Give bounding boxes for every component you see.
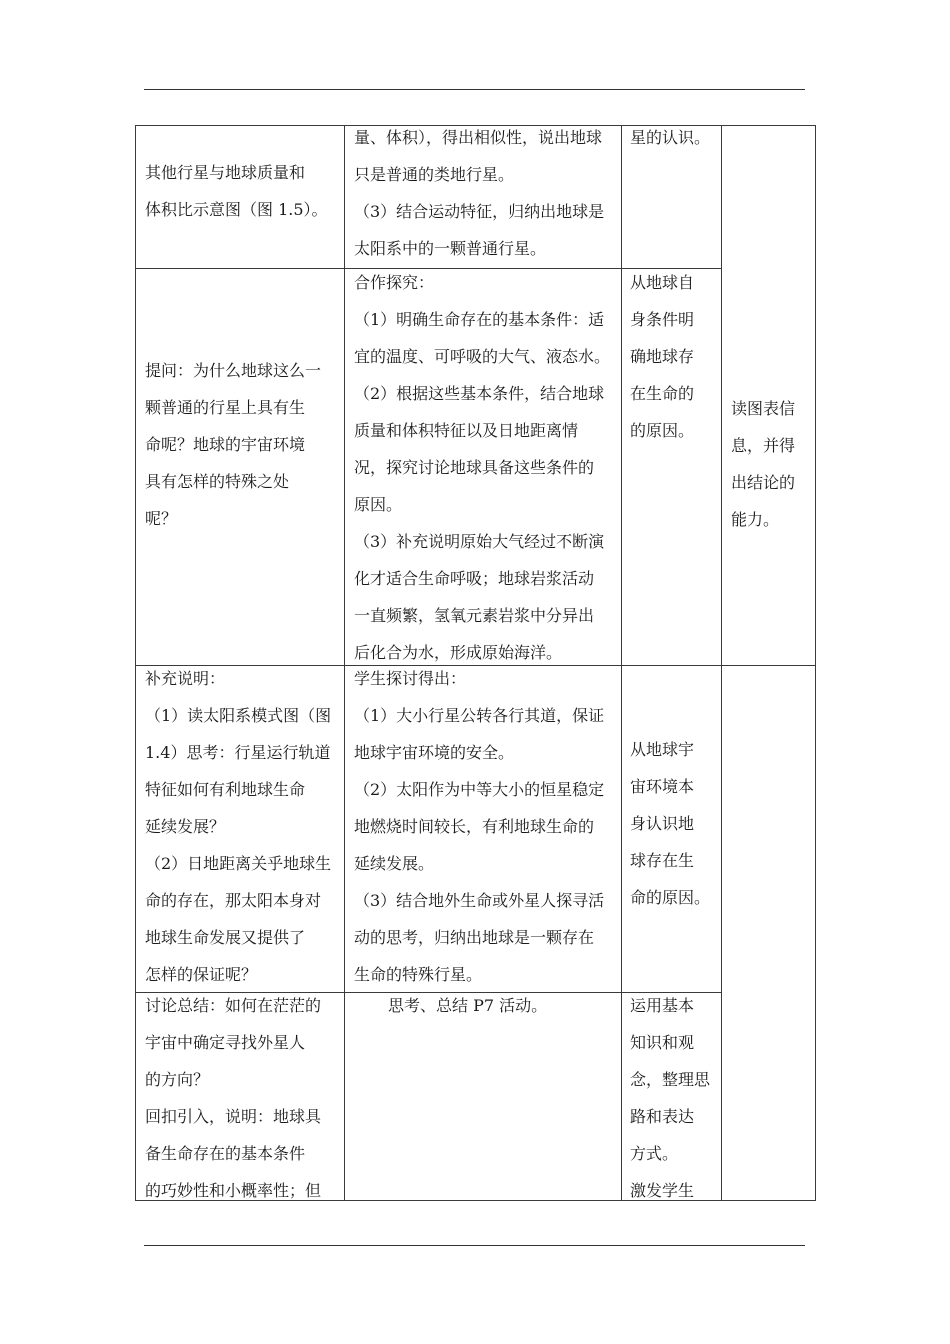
text-line: 地燃烧时间较长，有利地球生命的 xyxy=(354,817,595,836)
row3-activity-cell xyxy=(145,660,331,993)
text-line: 出结论的 xyxy=(731,473,796,492)
text-line: （1）明确生命存在的基本条件：适 xyxy=(354,310,605,329)
text-line: 延续发展？ xyxy=(145,817,226,836)
text-line: 动的思考，归纳出地球是一颗存在 xyxy=(354,928,595,947)
text-line: 星的认识。 xyxy=(630,128,711,147)
text-line: 提问：为什么地球这么一 xyxy=(145,361,322,380)
text-line: 合作探究： xyxy=(354,273,435,292)
text-line: 补充说明： xyxy=(145,669,226,688)
text-line: 备生命存在的基本条件 xyxy=(145,1144,306,1163)
text-line: （3）结合运动特征，归纳出地球是 xyxy=(354,202,605,221)
text-line: 生命的特殊行星。 xyxy=(354,965,483,984)
header-rule xyxy=(144,89,805,90)
text-line: （3）补充说明原始大气经过不断演 xyxy=(354,532,605,551)
row1-activity-cell xyxy=(145,154,328,228)
text-line: 特征如何有利地球生命 xyxy=(145,780,306,799)
text-line: 况，探究讨论地球具备这些条件的 xyxy=(354,458,595,477)
text-line: 宇宙中确定寻找外星人 xyxy=(145,1033,306,1052)
row2-student-cell xyxy=(354,264,610,671)
text-line: （3）结合地外生命或外星人探寻活 xyxy=(354,891,605,910)
row3-student-cell xyxy=(354,660,604,993)
text-line: 命的原因。 xyxy=(630,888,711,907)
row1-student-cell xyxy=(354,119,604,267)
text-line: 在生命的 xyxy=(630,384,695,403)
text-line: 只是普通的类地行星。 xyxy=(354,165,515,184)
table-border-left xyxy=(135,125,136,1201)
text-line: 路和表达 xyxy=(630,1107,695,1126)
row1-intent-cell xyxy=(630,119,710,156)
row4-student-cell xyxy=(388,987,547,1024)
column-divider-2 xyxy=(621,125,622,1201)
text-line: 念，整理思 xyxy=(630,1070,711,1089)
row2-activity-cell xyxy=(145,352,321,537)
text-line: 的原因。 xyxy=(630,421,695,440)
text-line: 球存在生 xyxy=(630,851,695,870)
text-line: 读图表信 xyxy=(731,399,796,418)
text-line: 息，并得 xyxy=(731,436,796,455)
text-line: 知识和观 xyxy=(630,1033,695,1052)
column-divider-3 xyxy=(721,125,722,1201)
text-line: 量、体积），得出相似性，说出地球 xyxy=(354,128,603,147)
text-line: 1.4）思考：行星运行轨道 xyxy=(145,743,331,762)
text-line: 化才适合生命呼吸；地球岩浆活动 xyxy=(354,569,595,588)
text-line: 具有怎样的特殊之处 xyxy=(145,472,290,491)
row4-intent-cell xyxy=(630,987,710,1209)
text-line: 学生探讨得出： xyxy=(354,669,467,688)
text-line: 身认识地 xyxy=(630,814,695,833)
text-line: 讨论总结：如何在茫茫的 xyxy=(145,996,322,1015)
text-line: 的方向？ xyxy=(145,1070,210,1089)
text-line: （2）根据这些基本条件，结合地球 xyxy=(354,384,605,403)
text-line: 激发学生 xyxy=(630,1181,695,1200)
footer-rule xyxy=(144,1245,805,1246)
text-line: 运用基本 xyxy=(630,996,695,1015)
text-line: 延续发展。 xyxy=(354,854,435,873)
text-line: 原因。 xyxy=(354,495,403,514)
text-line: 宜的温度、可呼吸的大气、液态水。 xyxy=(354,347,611,366)
text-line: （1）读太阳系模式图（图 xyxy=(145,706,332,725)
text-line: 思考、总结 P7 活动。 xyxy=(388,996,548,1015)
text-line: 命呢？地球的宇宙环境 xyxy=(145,435,306,454)
text-line: 其他行星与地球质量和 xyxy=(145,163,306,182)
text-line: 怎样的保证呢？ xyxy=(145,965,258,984)
text-line: 地球宇宙环境的安全。 xyxy=(354,743,515,762)
text-line: 后化合为水，形成原始海洋。 xyxy=(354,643,563,662)
text-line: 命的存在，那太阳本身对 xyxy=(145,891,322,910)
text-line: （1）大小行星公转各行其道，保证 xyxy=(354,706,605,725)
text-line: 的巧妙性和小概率性；但 xyxy=(145,1181,322,1200)
text-line: 体积比示意图（图 1.5）。 xyxy=(145,200,328,219)
text-line: 从地球宇 xyxy=(630,740,695,759)
row2-intent-cell xyxy=(630,264,694,449)
text-line: 能力。 xyxy=(731,510,780,529)
text-line: 太阳系中的一颗普通行星。 xyxy=(354,239,547,258)
text-line: （2）日地距离关乎地球生 xyxy=(145,854,332,873)
ability-cell xyxy=(731,390,795,538)
text-line: 一直频繁，氢氧元素岩浆中分异出 xyxy=(354,606,595,625)
text-line: 颗普通的行星上具有生 xyxy=(145,398,306,417)
row4-activity-cell xyxy=(145,987,321,1209)
text-line: 方式。 xyxy=(630,1144,679,1163)
text-line: 呢？ xyxy=(145,509,178,528)
text-line: （2）太阳作为中等大小的恒星稳定 xyxy=(354,780,605,799)
text-line: 从地球自 xyxy=(630,273,695,292)
text-line: 确地球存 xyxy=(630,347,695,366)
column-divider-1 xyxy=(344,125,345,1201)
text-line: 回扣引入，说明：地球具 xyxy=(145,1107,322,1126)
table-border-right xyxy=(815,125,816,1201)
text-line: 身条件明 xyxy=(630,310,695,329)
text-line: 质量和体积特征以及日地距离情 xyxy=(354,421,579,440)
text-line: 地球生命发展又提供了 xyxy=(145,928,306,947)
text-line: 宙环境本 xyxy=(630,777,695,796)
row3-intent-cell xyxy=(630,731,710,916)
